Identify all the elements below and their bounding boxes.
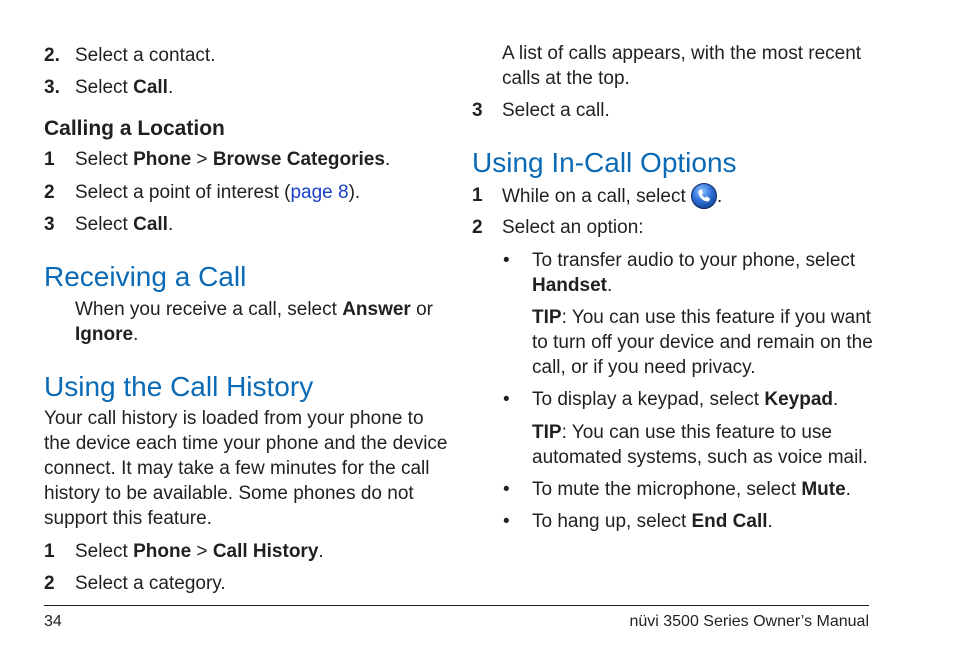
step-text: Select a contact. (75, 45, 216, 66)
body-line: A list of calls appears, with the most recent (502, 43, 862, 64)
step-number: 2 (44, 573, 55, 594)
bullet: • (503, 389, 510, 410)
tip-text: to turn off your device and remain on the (532, 332, 873, 353)
step-number: 2. (44, 45, 60, 66)
body-line: support this feature. (44, 508, 212, 529)
page-number: 34 (44, 613, 62, 630)
tip-text: TIP: You can use this feature to use (532, 422, 832, 443)
section-heading-calling-location: Calling a Location (44, 117, 225, 140)
manual-title: nüvi 3500 Series Owner’s Manual (629, 613, 869, 630)
body-line: the device each time your phone and the device (44, 433, 448, 454)
step-text: Select Phone > Call History. (75, 541, 324, 562)
body-line: When you receive a call, select Answer or (75, 299, 434, 320)
tip-text: automated systems, such as voice mail. (532, 447, 868, 468)
step-text: While on a call, select . (502, 183, 722, 209)
step-text: Select an option: (502, 217, 644, 238)
step-text: Select a category. (75, 573, 226, 594)
section-heading-in-call-options: Using In-Call Options (472, 147, 737, 178)
step-number: 3. (44, 77, 60, 98)
step-number: 3 (472, 100, 483, 121)
step-text: Select Phone > Browse Categories. (75, 149, 391, 170)
step-text: Select Call. (75, 77, 174, 98)
body-line: history to be available. Some phones do not (44, 483, 414, 504)
body-line: calls at the top. (502, 68, 630, 89)
step-number: 1 (472, 185, 483, 206)
step-text: Select Call. (75, 214, 174, 235)
body-line: connect. It may take a few minutes for the call (44, 458, 430, 479)
bullet: • (503, 250, 510, 271)
bullet: • (503, 511, 510, 532)
bullet-text: To transfer audio to your phone, select (532, 250, 856, 271)
step-number: 2 (44, 182, 55, 203)
phone-handset-icon[interactable] (691, 183, 717, 209)
tip-text: TIP: You can use this feature if you want (532, 307, 872, 328)
tip-text: call, or if you need privacy. (532, 357, 756, 378)
bullet-text: To display a keypad, select Keypad. (532, 389, 839, 410)
section-heading-receiving-call: Receiving a Call (44, 261, 247, 292)
body-line: Ignore. (75, 324, 139, 345)
step-number: 3 (44, 214, 55, 235)
body-line: Your call history is loaded from your phone to (44, 408, 424, 429)
footer-rule (44, 605, 869, 606)
step-number: 1 (44, 541, 55, 562)
step-text: Select a point of interest (page 8). (75, 182, 361, 203)
step-number: 2 (472, 217, 483, 238)
section-heading-call-history: Using the Call History (44, 371, 314, 402)
bullet: • (503, 479, 510, 500)
step-text: Select a call. (502, 100, 610, 121)
bullet-text: To mute the microphone, select Mute. (532, 479, 851, 500)
bullet-text: Handset. (532, 275, 613, 296)
step-number: 1 (44, 149, 55, 170)
page-link[interactable]: page 8 (290, 182, 349, 203)
bullet-text: To hang up, select End Call. (532, 511, 773, 532)
